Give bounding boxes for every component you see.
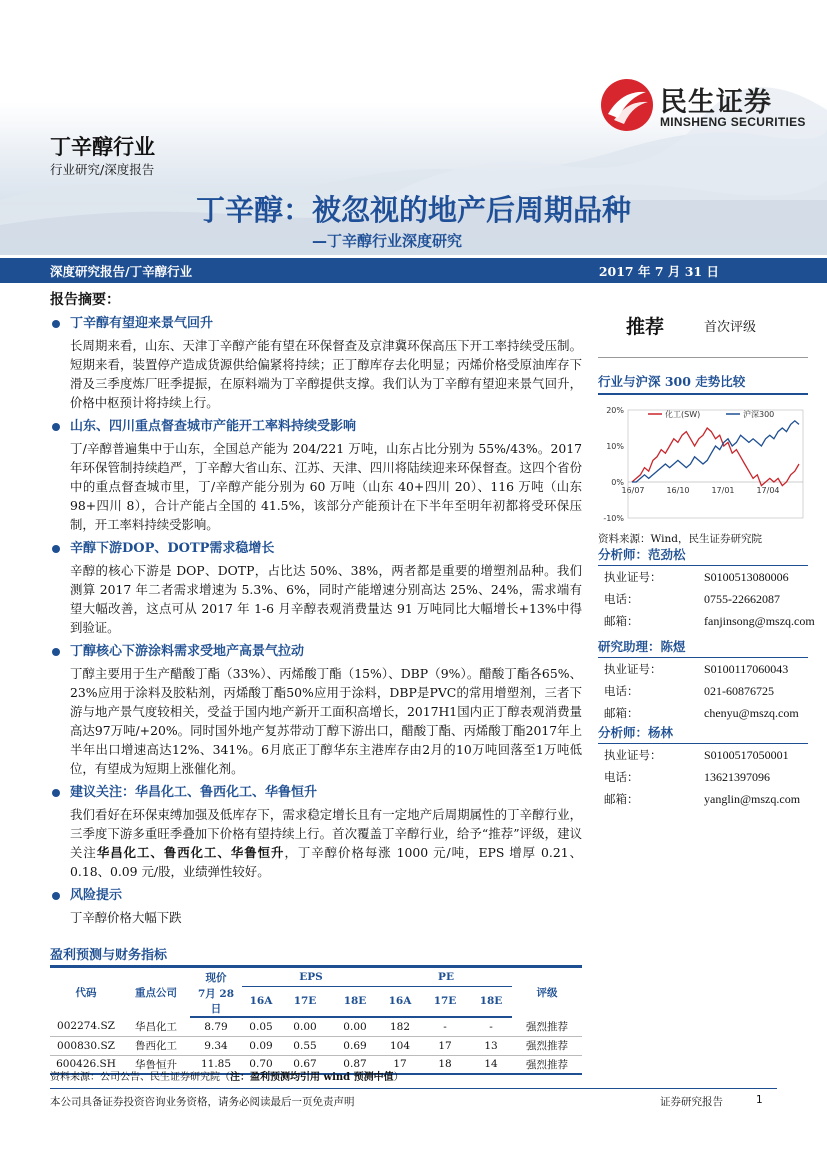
report-type: 行业研究/深度报告 xyxy=(50,162,155,177)
cell: 17 xyxy=(380,1055,420,1074)
note-part: 资料来源：公司公告、民生证券研究院（ xyxy=(50,1072,230,1083)
row-label: 电话： xyxy=(604,592,639,606)
row-value[interactable]: chenyu@mszq.com xyxy=(704,706,799,720)
band-date: 2017 年 7 月 31 日 xyxy=(598,264,719,279)
y-tick-label: 20% xyxy=(606,406,624,415)
cell: 0.70 xyxy=(242,1055,280,1074)
bullet-icon xyxy=(52,892,60,900)
bullet-icon xyxy=(52,648,60,656)
cell: 强烈推荐 xyxy=(512,1017,582,1036)
row-label: 邮箱： xyxy=(604,792,639,806)
cell: 11.85 xyxy=(190,1055,242,1074)
page-title: 丁辛醇：被忽视的地产后周期品种 xyxy=(195,193,631,227)
header-banner xyxy=(0,0,827,255)
brand-name-en: MINSHENG SECURITIES xyxy=(660,115,806,129)
cell: 14 xyxy=(470,1055,512,1074)
cell: 强烈推荐 xyxy=(512,1055,582,1074)
page-subtitle: —丁辛醇行业深度研究 xyxy=(312,232,463,250)
section-text xyxy=(50,805,582,881)
summary-section xyxy=(50,781,582,881)
section-text-bold: 华昌化工、鲁西化工、华鲁恒升 xyxy=(96,845,285,860)
cell: 104 xyxy=(380,1036,420,1055)
y-tick-label: 0% xyxy=(611,478,624,487)
summary-section xyxy=(50,537,582,637)
minsheng-logo-icon xyxy=(600,78,654,132)
page-number: 1 xyxy=(756,1094,763,1106)
header-pe: PE xyxy=(380,967,512,986)
row-value: 0755-22662087 xyxy=(704,592,780,606)
cell: 002274.SZ xyxy=(50,1017,122,1036)
analyst-row xyxy=(598,744,808,766)
cell: - xyxy=(470,1017,512,1036)
section-text-part: ，丁辛醇价格每涨 1000 元/吨，EPS 增厚 0.21、0.18、0.09 元/股，业绩弹性较好。 xyxy=(70,845,583,879)
bullet-icon xyxy=(52,789,60,797)
summary-section xyxy=(50,884,582,928)
header-year: 17E xyxy=(280,986,330,1017)
row-value: S0100117060043 xyxy=(704,662,789,676)
risk-item: 丁辛醇价格大幅下跌 xyxy=(70,910,182,925)
cell: 华昌化工 xyxy=(122,1017,190,1036)
cell: 182 xyxy=(380,1017,420,1036)
header-code: 代码 xyxy=(50,967,122,1017)
analyst-block xyxy=(598,636,808,724)
row-label: 电话： xyxy=(604,684,639,698)
row-value: S0100517050001 xyxy=(704,748,789,762)
row-value: 021-60876725 xyxy=(704,684,774,698)
footer-disclaimer: 本公司具备证券投资咨询业务资格，请务必阅读最后一页免责声明 xyxy=(50,1096,355,1108)
legend-label: 沪深300 xyxy=(743,410,775,419)
performance-chart xyxy=(598,400,808,530)
section-heading xyxy=(50,781,582,805)
summary-section xyxy=(50,415,582,534)
cell: 9.34 xyxy=(190,1036,242,1055)
analyst-row xyxy=(598,588,808,610)
x-tick-label: 17/04 xyxy=(756,486,780,495)
footer-divider xyxy=(50,1088,777,1089)
x-tick-label: 16/07 xyxy=(621,486,645,495)
summary-heading: 报告摘要： xyxy=(50,292,120,308)
header-price: 现价 xyxy=(190,967,242,986)
analyst-block xyxy=(598,544,815,632)
header-year: 16A xyxy=(380,986,420,1017)
bullet-icon xyxy=(52,423,60,431)
cell: 0.55 xyxy=(280,1036,330,1055)
section-title: 丁醇核心下游涂料需求受地产高景气拉动 xyxy=(70,644,305,659)
table-note xyxy=(50,1068,404,1083)
x-tick-label: 17/01 xyxy=(711,486,735,495)
header-year: 18E xyxy=(470,986,512,1017)
analyst-header: 研究助理：陈煜 xyxy=(598,636,808,658)
row-label: 电话： xyxy=(604,770,639,784)
series-line-chemical xyxy=(632,428,799,486)
section-text: 长周期来看，山东、天津丁辛醇产能有望在环保督查及京津冀环保高压下开工率持续受压制。短期来看，装置停产造成货源供给偏紧将持续；正丁醇库存去化明显；丙烯价格受原油库存下滑及三季度炼厂旺季提振，在原料端为丁辛醇提供支撑。我们认为丁辛醇有望迎来景气回升，价格中枢预计将持续上行。 xyxy=(70,338,582,410)
header-year: 16A xyxy=(242,986,280,1017)
section-title: 辛醇下游DOP、DOTP需求稳增长 xyxy=(70,541,275,556)
analyst-header: 分析师：范劲松 xyxy=(598,544,808,566)
row-label: 执业证号： xyxy=(604,748,662,762)
section-text: 丁/辛醇普遍集中于山东，全国总产能为 204/221 万吨，山东占比分别为 55%/43%。2017 年环保管制持续趋严，丁辛醇大省山东、江苏、天津、四川将陆续迎来环保督查。这四个省份中的重点督查城市里，丁/辛醇产能分别为 60 万吨（山东 40+四川 20）、116 万吨（山东 98+四川 8），合计产能占全国的 41.5%，该部分产能预计在下半年至明年初都将受环保压制，开工率料持续受影响。 xyxy=(70,441,582,532)
chart-source: 资料来源：Wind，民生证券研究院 xyxy=(598,533,762,545)
row-label: 邮箱： xyxy=(604,614,639,628)
x-tick-label: 16/10 xyxy=(666,486,690,495)
row-value: 13621397096 xyxy=(704,770,770,784)
analyst-row xyxy=(598,566,808,588)
analyst-header: 分析师：杨林 xyxy=(598,722,808,744)
header-company: 重点公司 xyxy=(122,967,190,1017)
section-heading xyxy=(50,537,582,561)
rating-note: 首次评级 xyxy=(704,320,757,335)
rating-value: 推荐 xyxy=(626,316,665,338)
chart-svg xyxy=(598,400,808,530)
section-heading xyxy=(50,640,582,664)
chart-title: 行业与沪深 300 走势比较 xyxy=(598,372,808,395)
cell: 鲁西化工 xyxy=(122,1036,190,1055)
section-heading xyxy=(50,415,582,439)
summary-section xyxy=(50,640,582,778)
row-value: S0100513080006 xyxy=(704,570,789,584)
legend-label: 化工(SW) xyxy=(665,410,701,419)
analyst-row xyxy=(598,766,808,788)
rating-box xyxy=(598,300,808,358)
section-heading xyxy=(50,884,582,908)
cell: 17 xyxy=(420,1036,470,1055)
forecast-table xyxy=(50,966,582,1075)
cell: 8.79 xyxy=(190,1017,242,1036)
analyst-row xyxy=(598,680,808,702)
cell: 0.05 xyxy=(242,1017,280,1036)
y-tick-label: 10% xyxy=(606,442,624,451)
industry-name: 丁辛醇行业 xyxy=(50,135,155,159)
cell: 13 xyxy=(470,1036,512,1055)
header-rating: 评级 xyxy=(512,967,582,1017)
header-year: 17E xyxy=(420,986,470,1017)
cell: 0.00 xyxy=(330,1017,380,1036)
y-tick-label: -10% xyxy=(603,514,624,523)
section-heading xyxy=(50,312,582,336)
band-category: 深度研究报告/丁辛醇行业 xyxy=(50,264,193,279)
table-title: 盈利预测与财务指标 xyxy=(50,944,582,967)
bullet-icon xyxy=(52,320,60,328)
cell: 18 xyxy=(420,1055,470,1074)
cell: 000830.SZ xyxy=(50,1036,122,1055)
footer-label: 证券研究报告 xyxy=(660,1096,723,1108)
header-price-date: 7月 28 日 xyxy=(190,986,242,1017)
report-info-band xyxy=(0,258,827,283)
cell: 0.69 xyxy=(330,1036,380,1055)
summary-column xyxy=(50,312,582,931)
analyst-row xyxy=(598,658,808,680)
row-label: 执业证号： xyxy=(604,570,662,584)
row-label: 邮箱： xyxy=(604,706,639,720)
section-title: 建议关注：华昌化工、鲁西化工、华鲁恒升 xyxy=(70,785,318,800)
cell: 0.09 xyxy=(242,1036,280,1055)
cell: 0.67 xyxy=(280,1055,330,1074)
cell: 华鲁恒升 xyxy=(122,1055,190,1074)
section-title: 山东、四川重点督查城市产能开工率料持续受影响 xyxy=(70,419,357,434)
section-title: 风险提示 xyxy=(70,888,123,903)
header-eps: EPS xyxy=(242,967,380,986)
note-bold: 注：盈利预测均引用 wind 预测中值 xyxy=(230,1072,394,1083)
cell: - xyxy=(420,1017,470,1036)
cell: 0.87 xyxy=(330,1055,380,1074)
section-text-part: 我们看好在环保束缚加强及低库存下，需求稳定增长且有一定地产后周期属性的丁辛醇行业，三季度下游多重旺季叠加下价格有望持续上行。首次覆盖丁辛醇行业，给予“推荐”评级，建议关注 xyxy=(70,807,582,860)
row-value[interactable]: yanglin@mszq.com xyxy=(704,792,801,806)
row-label: 执业证号： xyxy=(604,662,662,676)
header-year: 18E xyxy=(330,986,380,1017)
cell: 强烈推荐 xyxy=(512,1036,582,1055)
bullet-icon xyxy=(52,545,60,553)
series-line-hs300 xyxy=(632,421,799,482)
chart-frame xyxy=(628,410,803,518)
section-text: 辛醇的核心下游是 DOP、DOTP，占比达 50%、38%，两者都是重要的增塑剂品种。我们测算 2017 年二者需求增速为 5.3%、6%，同时产能增速分别高达 25%、24%，需求端有望大幅改善，这点可从 2017 年 1-6 月辛醇表观消费量达 91 万吨同比大幅增长+13%中得到验证。 xyxy=(70,563,582,635)
minsheng-logo xyxy=(600,78,810,138)
cell: 0.00 xyxy=(280,1017,330,1036)
analyst-row xyxy=(598,610,815,632)
analyst-row xyxy=(598,788,808,810)
brand-name-cn: 民生证券 xyxy=(660,87,772,118)
summary-section xyxy=(50,312,582,412)
analyst-row xyxy=(598,702,808,724)
cell: 600426.SH xyxy=(50,1055,122,1074)
note-part: ） xyxy=(393,1072,404,1083)
table-row xyxy=(50,1036,582,1055)
row-value[interactable]: fanjinsong@mszq.com xyxy=(704,614,815,628)
section-title: 丁辛醇有望迎来景气回升 xyxy=(70,316,214,331)
analyst-block xyxy=(598,722,808,810)
section-text: 丁醇主要用于生产醋酸丁酯（33%）、丙烯酸丁酯（15%）、DBP（9%）。醋酸丁酯各65%、23%应用于涂料及胶粘剂，丙烯酸丁酯50%应用于涂料，DBP是PVC的常用增塑剂，三者下游与地产景气度较相关，受益于国内地产新开工面积高增长，2017H1国内正丁醇表观消费量高达97万吨/+20%。同时国外地产复苏带动丁醇下游出口，醋酸丁酯、丙烯酸丁酯2017年上半年出口增速高达12%、341%。6月底正丁醇华东主港库存由2月的10万吨回落至1万吨低位，有望成为短期上涨催化剂。 xyxy=(70,666,582,776)
table-row xyxy=(50,1017,582,1036)
